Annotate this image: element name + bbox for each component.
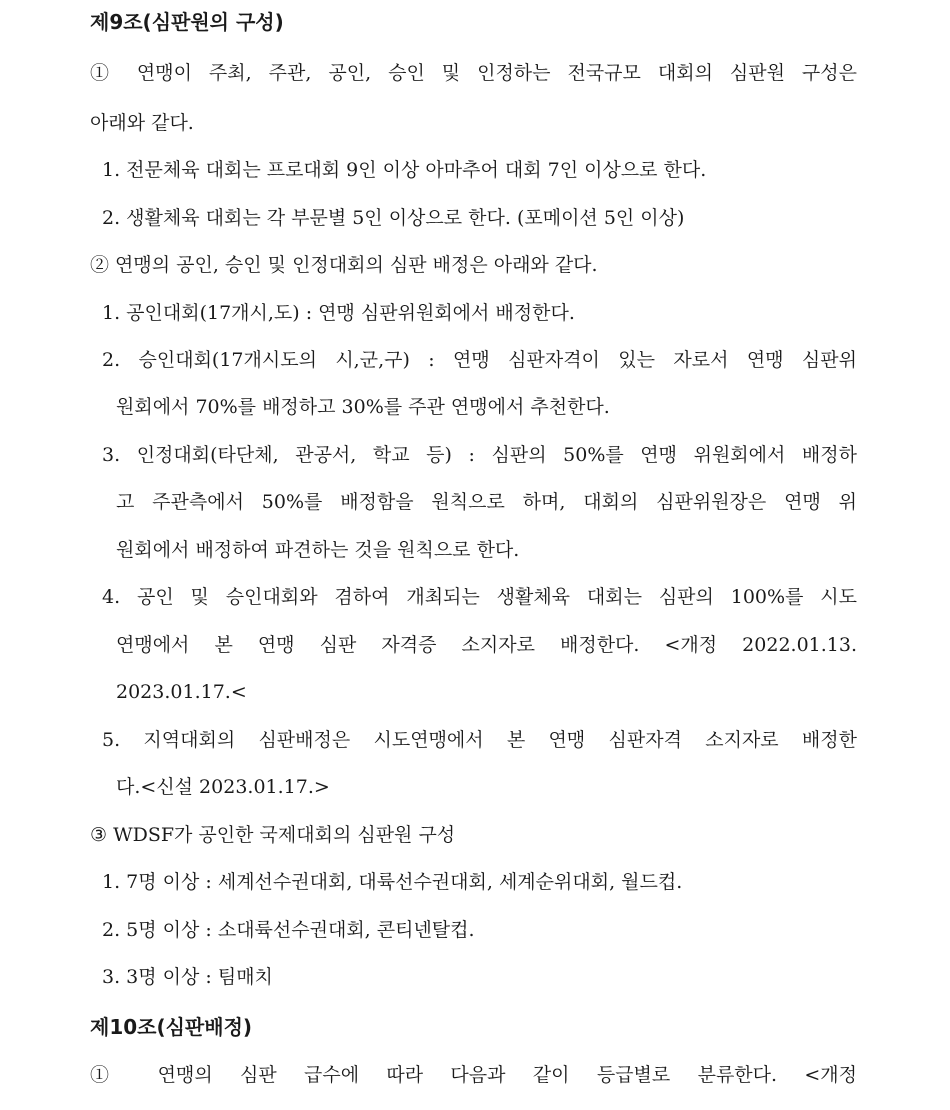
- article-9-paragraph-2-item-4-line-3: 2023.01.17.<: [116, 681, 247, 703]
- article-9-paragraph-1-line-1: ① 연맹이 주최, 주관, 공인, 승인 및 인정하는 전국규모 대회의 심판원 구성은: [90, 62, 857, 84]
- article-9-paragraph-2-item-5-line-1: 5. 지역대회의 심판배정은 시도연맹에서 본 연맹 심판자격 소지자로 배정한: [102, 729, 857, 751]
- article-9-paragraph-2-item-4-line-1: 4. 공인 및 승인대회와 겸하여 개최되는 생활체육 대회는 심판의 100%를 시도: [102, 586, 857, 608]
- article-9-paragraph-3-item-3: 3. 3명 이상 : 팀매치: [102, 966, 273, 988]
- article-9-paragraph-2-item-5-line-2: 다.<신설 2023.01.17.>: [116, 776, 330, 798]
- article-9-paragraph-3: ③ WDSF가 공인한 국제대회의 심판원 구성: [90, 824, 456, 846]
- article-9-paragraph-3-item-1: 1. 7명 이상 : 세계선수권대회, 대륙선수권대회, 세계순위대회, 월드컵.: [102, 871, 683, 893]
- article-9-paragraph-2-item-3-line-2: 고 주관측에서 50%를 배정함을 원칙으로 하며, 대회의 심판위원장은 연맹 위: [116, 491, 857, 513]
- article-10-paragraph-1-line-1: ① 연맹의 심판 급수에 따라 다음과 같이 등급별로 분류한다. <개정: [90, 1064, 857, 1086]
- article-10-title: 제10조(심판배정): [90, 1015, 253, 1039]
- article-9-paragraph-1-line-2: 아래와 같다.: [90, 112, 194, 134]
- article-9-paragraph-3-item-2: 2. 5명 이상 : 소대륙선수권대회, 콘티넨탈컵.: [102, 919, 475, 941]
- article-9-paragraph-2-item-3-line-3: 원회에서 배정하여 파견하는 것을 원칙으로 한다.: [116, 539, 520, 561]
- article-9-title: 제9조(심판원의 구성): [90, 10, 284, 34]
- article-9-paragraph-1-item-1: 1. 전문체육 대회는 프로대회 9인 이상 아마추어 대회 7인 이상으로 한다.: [102, 159, 707, 181]
- article-9-paragraph-2-item-2-line-1: 2. 승인대회(17개시도의 시,군,구) : 연맹 심판자격이 있는 자로서 연맹 심판위: [102, 349, 857, 371]
- article-9-paragraph-2: ② 연맹의 공인, 승인 및 인정대회의 심판 배정은 아래와 같다.: [90, 254, 598, 276]
- article-9-paragraph-2-item-2-line-2: 원회에서 70%를 배정하고 30%를 주관 연맹에서 추천한다.: [116, 396, 610, 418]
- article-9-paragraph-1-item-2: 2. 생활체육 대회는 각 부문별 5인 이상으로 한다. (포메이션 5인 이상): [102, 207, 685, 229]
- article-9-paragraph-2-item-4-line-2: 연맹에서 본 연맹 심판 자격증 소지자로 배정한다. <개정 2022.01.13.: [116, 634, 857, 656]
- article-9-paragraph-2-item-1: 1. 공인대회(17개시,도) : 연맹 심판위원회에서 배정한다.: [102, 302, 575, 324]
- article-9-paragraph-2-item-3-line-1: 3. 인정대회(타단체, 관공서, 학교 등) : 심판의 50%를 연맹 위원회에서 배정하: [102, 444, 857, 466]
